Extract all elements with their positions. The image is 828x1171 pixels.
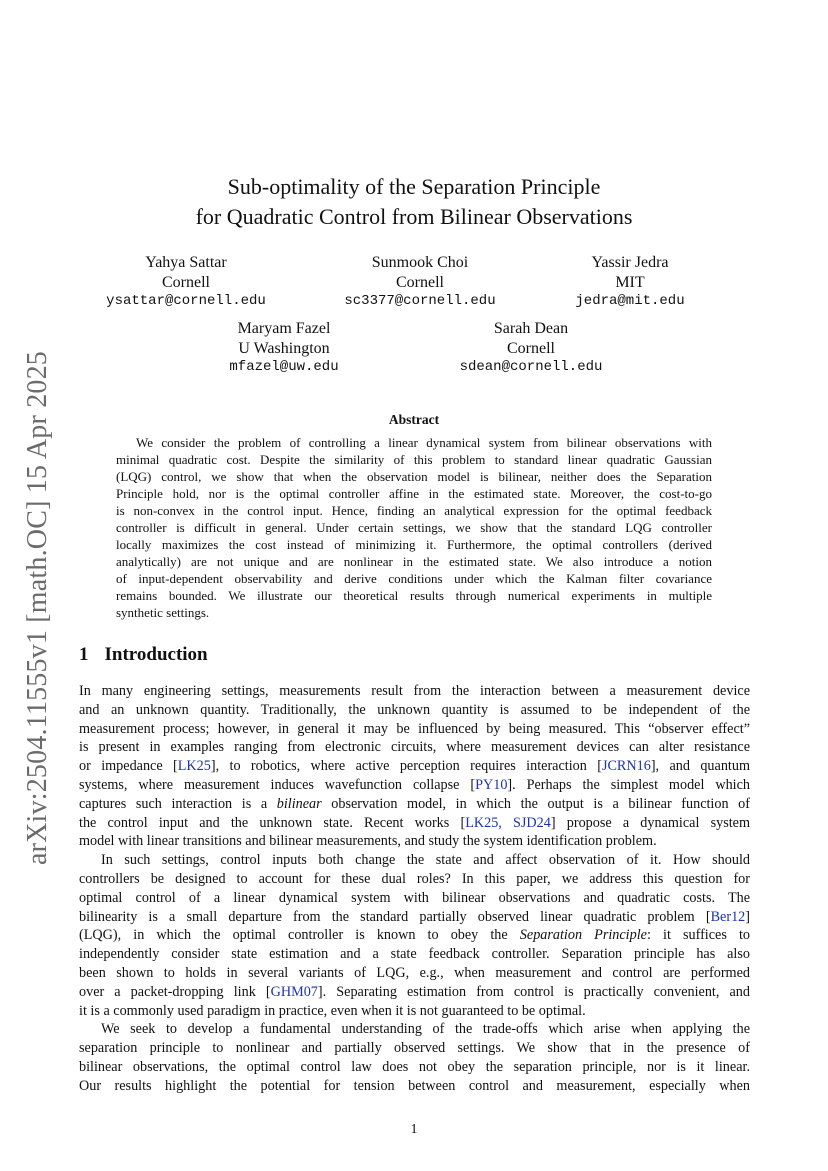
author-affiliation: Cornell	[507, 339, 555, 357]
abstract-text	[116, 435, 712, 621]
section-heading-introduction	[79, 644, 208, 666]
arxiv-identifier: arXiv:2504.11555v1 [math.OC] 15 Apr 2025	[22, 350, 53, 865]
introduction-body	[79, 682, 750, 1096]
abstract-line: remains bounded. We illustrate our theoretical results through numerical experiments in multiple	[116, 587, 712, 603]
citation-link[interactable]: PY10	[475, 776, 508, 793]
body-line: In many engineering settings, measurements result from the interaction between a measurement device	[79, 683, 750, 699]
body-line: been shown to holds in several variants of LQG, e.g., when measurement and control are performed	[79, 964, 750, 981]
abstract-line: (LQG) control, we show that when the observation model is bilinear, neither does the Separation	[116, 468, 712, 484]
body-line: and an unknown quantity. Traditionally, the unknown quantity is assumed to be independent of the	[79, 701, 750, 718]
author-name: Yahya Sattar	[145, 254, 227, 271]
abstract-line: synthetic settings.	[116, 604, 210, 620]
author-name: Maryam Fazel	[237, 320, 331, 337]
emphasis-bilinear: bilinear	[276, 795, 322, 812]
title-line-2: for Quadratic Control from Bilinear Observations	[195, 204, 633, 229]
abstract-line: controller is difficult in general. Under certain settings, we show that the standard LQG controller	[116, 519, 712, 535]
author-email[interactable]: sdean@cornell.edu	[459, 359, 603, 375]
body-line: (LQG), in which the optimal controller is known to obey the Separation Principle: it suffices to	[79, 927, 750, 944]
section-number: 1	[79, 644, 89, 665]
body-line: is present in examples ranging from electronic circuits, where measurement devices can alter resistance	[79, 739, 750, 756]
abstract-line: Principle hold, nor is the optimal controller affine in the estimated state. Moreover, the cost-to-go	[116, 485, 712, 501]
body-line: measurement process; however, in general it may be influenced by being measured. This “observer effect”	[79, 720, 750, 737]
page-number: 1	[410, 1122, 418, 1137]
body-line: independently consider state estimation and a state feedback controller. Separation principle has also	[79, 946, 750, 963]
author-email[interactable]: jedra@mit.edu	[575, 293, 685, 309]
body-line: bilinearity is a small departure from the standard partially observed linear quadratic problem [Ber12]	[79, 908, 750, 925]
author-block	[76, 253, 296, 312]
author-name: Sunmook Choi	[371, 254, 469, 271]
body-line: separation principle to nonlinear and partially observed settings. We show that in the presence of	[79, 1040, 750, 1057]
author-block	[310, 253, 530, 312]
body-line: bilinear observations, the optimal control law does not obey the separation principle, nor is it linear.	[79, 1058, 750, 1075]
abstract-line: is non-convex in the control input. Hence, finding an analytical expression for the optimal feedback	[116, 502, 712, 518]
body-line: model with linear transitions and bilinear measurements, and study the system identification problem.	[79, 833, 657, 850]
citation-link[interactable]: Ber12	[710, 908, 746, 925]
body-line: In such settings, control inputs both change the state and affect observation of it. How should	[101, 852, 750, 869]
section-title: Introduction	[104, 644, 208, 665]
citation-link[interactable]: JCRN16	[601, 758, 651, 775]
author-email[interactable]: sc3377@cornell.edu	[344, 293, 496, 309]
body-line: over a packet-dropping link [GHM07]. Separating estimation from control is practically convenient, and	[79, 983, 750, 1000]
author-block	[174, 319, 394, 378]
citation-link[interactable]: LK25, SJD24	[465, 814, 551, 831]
author-block	[421, 319, 641, 378]
body-line: We seek to develop a fundamental understanding of the trade-offs which arise when applying the	[101, 1021, 750, 1038]
author-name: Sarah Dean	[493, 320, 569, 337]
citation-link[interactable]: LK25	[177, 758, 211, 775]
citation-link[interactable]: GHM07	[270, 983, 318, 1000]
body-line: the control input and the unknown state. Recent works [LK25, SJD24] propose a dynamical system	[79, 814, 750, 831]
author-email[interactable]: mfazel@uw.edu	[229, 359, 339, 375]
abstract-heading: Abstract	[388, 412, 440, 427]
abstract-line: analytically) are not unique and are nonlinear in the estimated state. We also introduce a notion	[116, 553, 712, 569]
emphasis-separation-principle: Separation Principle	[519, 927, 647, 944]
author-name: Yassir Jedra	[591, 254, 669, 271]
body-line: optimal control of a linear dynamical system with bilinear observations and quadratic costs. The	[79, 889, 750, 906]
title-line-1: Sub-optimality of the Separation Principle	[227, 174, 601, 199]
author-block	[520, 253, 740, 312]
abstract-line: minimal quadratic cost. Despite the similarity of this problem to standard linear quadratic Gaussian	[116, 451, 712, 467]
body-line: or impedance [LK25], to robotics, where active perception requires interaction [JCRN16], and quantum	[79, 758, 750, 775]
abstract-line: locally maximizes the cost instead of minimizing it. Furthermore, the optimal controllers (derived	[116, 536, 712, 552]
body-line: controllers be designed to account for these dual roles? In this paper, we address this question for	[79, 870, 750, 887]
arxiv-sidebar-stamp	[18, 345, 58, 870]
author-affiliation: MIT	[615, 273, 645, 291]
body-line: systems, where measurement induces wavefunction collapse [PY10]. Perhaps the simplest model which	[79, 776, 750, 793]
abstract-line: of input-dependent observability and derive conditions under which the Kalman filter covariance	[116, 570, 712, 586]
body-line: Our results highlight the potential for tension between control and measurement, especially when	[79, 1077, 750, 1094]
author-affiliation: Cornell	[162, 273, 210, 291]
abstract-line: We consider the problem of controlling a linear dynamical system from bilinear observations with	[136, 435, 712, 450]
body-line: captures such interaction is a bilinear observation model, in which the output is a bilinear function of	[79, 795, 750, 812]
body-line: it is a commonly used paradigm in practice, even when it is not guaranteed to be optimal.	[79, 1002, 586, 1019]
author-email[interactable]: ysattar@cornell.edu	[106, 293, 266, 309]
author-affiliation: U Washington	[238, 339, 330, 357]
paper-title	[80, 172, 748, 232]
author-affiliation: Cornell	[396, 273, 444, 291]
